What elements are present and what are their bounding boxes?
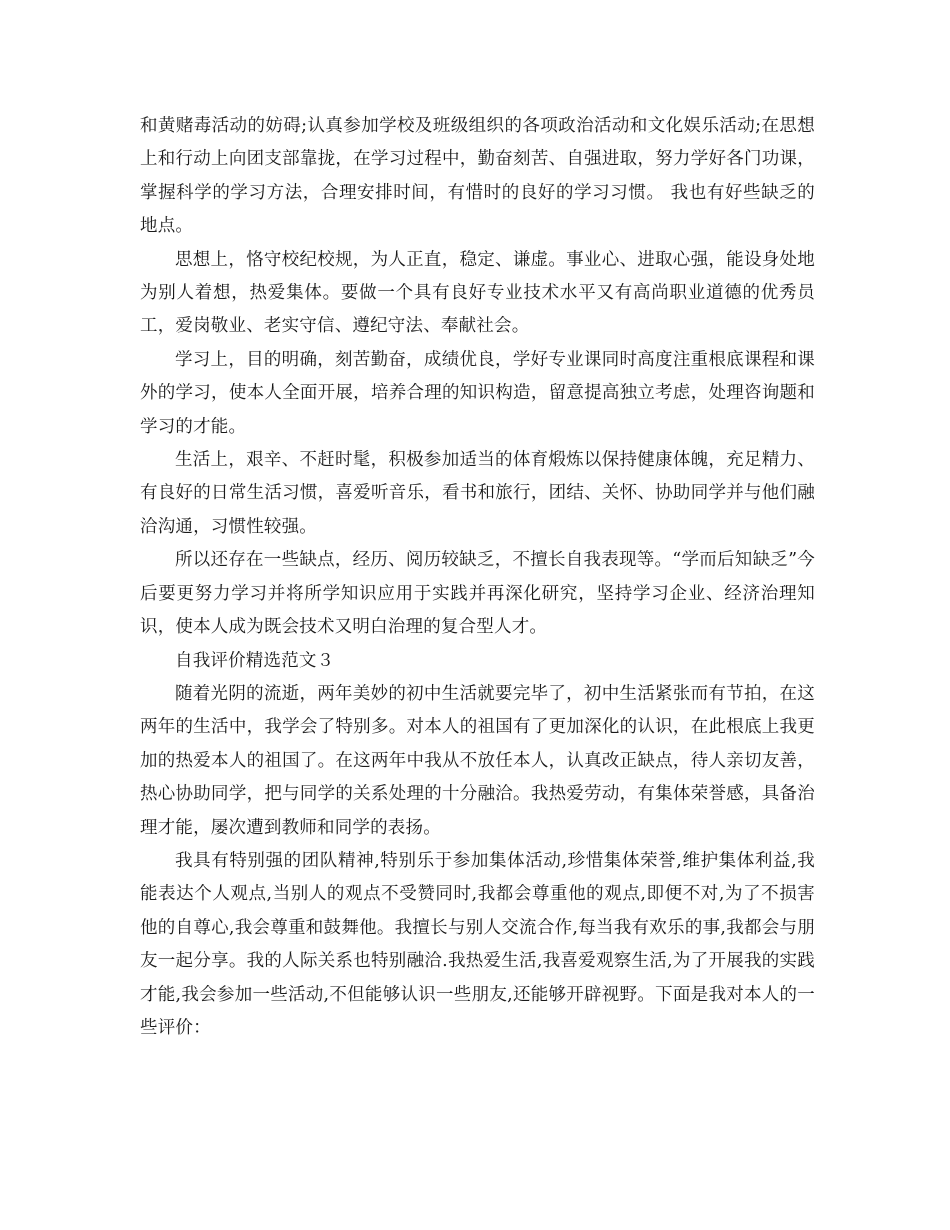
paragraph-thought: 思想上，恪守校纪校规，为人正直，稳定、谦虚。事业心、进取心强，能设身处地为别人着想，热爱集体。要做一个具有良好专业技术水平又有高尚职业道德的优秀员工，爱岗敬业、老实守信、遵纪守法、奉献社会。 <box>140 249 815 337</box>
paragraph-team-spirit: 我具有特别强的团队精神,特别乐于参加集体活动,珍惜集体荣誉,维护集体利益,我能表达个人观点,当别人的观点不受赞同时,我都会尊重他的观点,即便不对,为了不损害他的自尊心,我会尊重和鼓舞他。我擅长与别人交流合作,每当我有欢乐的事,我都会与朋友一起分享。我的人际关系也特别融洽.我热爱生活,我喜爱观察生活,为了开展我的实践才能,我会参加一些活动,不但能够认识一些朋友,还能够开辟视野。下面是我对本人的一些评价： <box>140 850 815 1038</box>
paragraph-continuation: 和黄赌毒活动的妨碍;认真参加学校及班级组织的各项政治活动和文化娱乐活动;在思想上和行动上向团支部靠拢，在学习过程中，勤奋刻苦、自强进取，努力学好各门功课，掌握科学的学习方法，合理安排时间，有惜时的良好的学习习惯。 我也有好些缺乏的地点。 <box>140 116 815 237</box>
paragraph-shortcomings: 所以还存在一些缺点，经历、阅历较缺乏，不擅长自我表现等。“学而后知缺乏”今后要更努力学习并将所学知识应用于实践并再深化研究，坚持学习企业、经济治理知识，使本人成为既会技术又明白治理的复合型人才。 <box>140 550 815 638</box>
paragraph-junior-high: 随着光阴的流逝，两年美妙的初中生活就要完毕了，初中生活紧张而有节拍，在这两年的生活中，我学会了特别多。对本人的祖国有了更加深化的认识，在此根底上我更加的热爱本人的祖国了。在这两年中我从不放任本人，认真改正缺点，待人亲切友善，热心协助同学，把与同学的关系处理的十分融洽。我热爱劳动，有集体荣誉感，具备治理才能，屡次遭到教师和同学的表扬。 <box>140 683 815 838</box>
paragraph-study: 学习上，目的明确，刻苦勤奋，成绩优良，学好专业课同时高度注重根底课程和课外的学习，使本人全面开展，培养合理的知识构造，留意提高独立考虑，处理咨询题和学习的才能。 <box>140 349 815 437</box>
section-heading: 自我评价精选范文３ <box>175 650 335 671</box>
document-body <box>140 110 815 1045</box>
paragraph-life: 生活上，艰辛、不赶时髦，积极参加适当的体育煅炼以保持健康体魄，充足精力、有良好的日常生活习惯，喜爱听音乐，看书和旅行，团结、关怀、协助同学并与他们融洽沟通，习惯性较强。 <box>140 450 815 537</box>
